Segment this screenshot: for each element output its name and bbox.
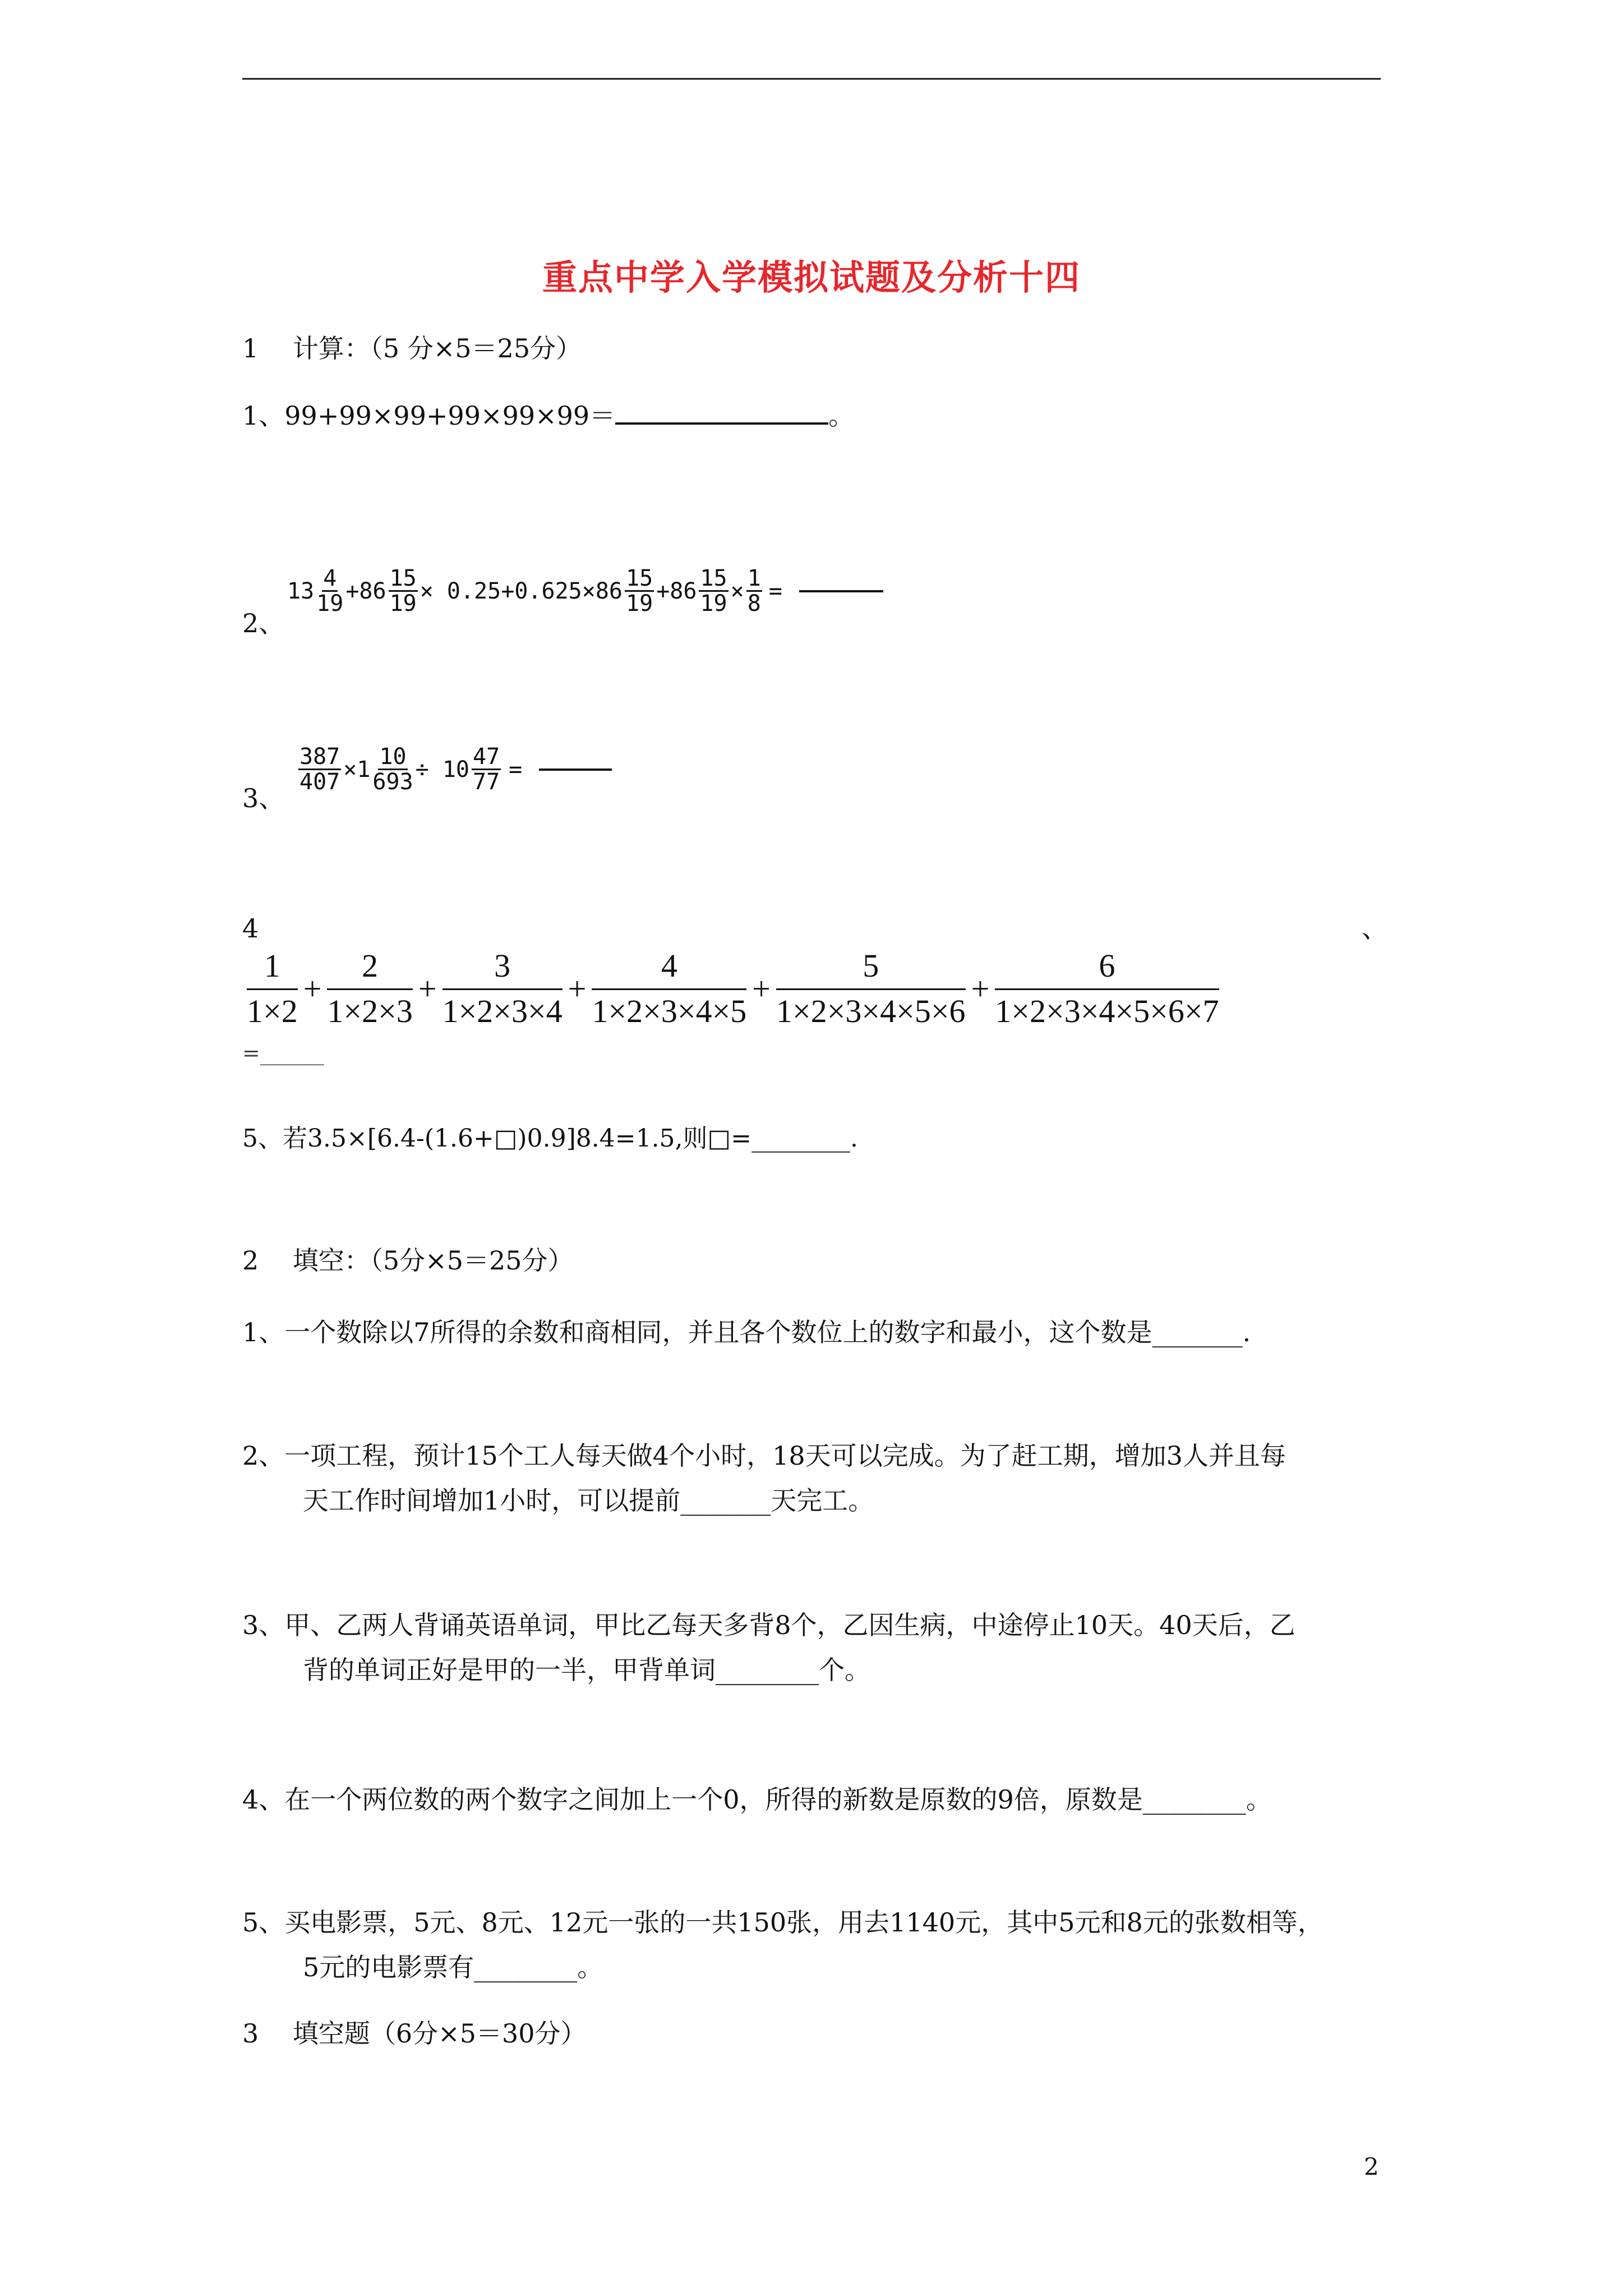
q3-divide: ÷ 10	[415, 756, 469, 783]
q4-expression	[247, 948, 1219, 1029]
q2-frac-a: $\frac{4}{19}$	[316, 565, 344, 616]
q2-equals: =	[768, 578, 782, 604]
q2-part-1: +86	[345, 578, 386, 604]
q2-frac-b: $\frac{15}{19}$	[389, 565, 417, 616]
q4-label: 4	[242, 913, 259, 944]
s2-question-2-line1: 2、一项工程，预计15个工人每天做4个小时，18天可以完成。为了赶工期，增加3人并且每	[242, 1441, 1286, 1471]
page-title: 重点中学入学模拟试题及分析十四	[542, 257, 1081, 298]
q1-label: 1、	[242, 401, 285, 431]
q3-label: 3、	[242, 783, 285, 813]
q3-times: ×1	[343, 756, 371, 783]
s2-question-3-line1: 3、甲、乙两人背诵英语单词，甲比乙每天多背8个，乙因生病，中途停止10天。40天后，乙	[242, 1610, 1295, 1640]
section2-heading: 2 填空：（5分×5＝25分）	[242, 1245, 574, 1276]
q3-frac-b: $\frac{10}{693}$	[372, 744, 413, 795]
q3-equals: =	[509, 756, 523, 783]
section3-heading: 3 填空题（6分×5＝30分）	[242, 2018, 587, 2049]
q2-answer-blank	[799, 590, 883, 592]
q4-plus-sign: +	[303, 970, 322, 1007]
s2-question-5-line1: 5、买电影票，5元、8元、12元一张的一共150张，用去1140元，其中5元和8元的张数相等，	[242, 1907, 1324, 1938]
q4-plus-sign: +	[568, 970, 587, 1007]
q2-frac-e: $\frac{1}{8}$	[747, 565, 761, 616]
q3-answer-blank	[539, 769, 612, 771]
s2-question-1: 1、一个数除以7所得的余数和商相同，并且各个数位上的数字和最小，这个数是_______.	[242, 1317, 1251, 1347]
q2-part-4: ×	[730, 578, 744, 604]
q4-fraction-2: $\frac{2}{1\times 2\times 3}$	[327, 947, 413, 1029]
q1-answer-blank	[615, 422, 828, 425]
s1-question-5: 5、若3.5×[6.4-(1.6+□)0.9]8.4=1.5,则□=________.	[242, 1124, 858, 1153]
q4-fraction-1: $\frac{1}{1\times 2}$	[247, 947, 298, 1029]
q4-plus-sign: +	[752, 970, 771, 1007]
s2-question-5-line2: 5元的电影票有________。	[303, 1952, 603, 1982]
s1-question-1	[242, 403, 854, 429]
q4-fraction-4: $\frac{4}{1\times 2\times 3\times 4\times 5}$	[592, 947, 747, 1029]
q2-part-2: × 0.25+0.625×86	[419, 578, 623, 604]
q1-expression: 99+99×99+99×99×99＝	[284, 401, 616, 431]
q1-end: 。	[828, 401, 855, 431]
s2-question-2-line2: 天工作时间增加1小时，可以提前_______天完工。	[303, 1485, 874, 1516]
q4-fraction-6: $\frac{6}{1\times 2\times 3\times 4\times 5\times 6\times 7}$	[995, 947, 1219, 1029]
q4-tail-mark: 、	[1362, 913, 1387, 944]
q4-result: =______	[242, 1041, 324, 1065]
q2-frac-d: $\frac{15}{19}$	[700, 565, 727, 616]
q2-part-3: +86	[656, 578, 697, 604]
s2-question-4: 4、在一个两位数的两个数字之间加上一个0，所得的新数是原数的9倍，原数是________。	[242, 1784, 1272, 1815]
page-number: 2	[1364, 2153, 1379, 2180]
q2-a-whole: 13	[287, 578, 315, 604]
header-rule	[242, 78, 1381, 80]
q4-fraction-5: $\frac{5}{1\times 2\times 3\times 4\times 5\times 6}$	[776, 947, 966, 1029]
q2-expression	[287, 567, 883, 615]
q2-label: 2、	[242, 608, 285, 638]
q4-plus-sign: +	[418, 970, 437, 1007]
q4-plus-sign: +	[971, 970, 990, 1007]
section1-heading: 1 计算：（5 分×5＝25分）	[242, 333, 582, 364]
q3-frac-a: $\frac{387}{407}$	[299, 744, 340, 795]
q4-fraction-3: $\frac{3}{1\times 2\times 3\times 4}$	[442, 947, 562, 1029]
q3-frac-c: $\frac{47}{77}$	[473, 744, 500, 795]
s2-question-3-line2: 背的单词正好是甲的一半，甲背单词________个。	[303, 1655, 870, 1685]
q2-frac-c: $\frac{15}{19}$	[626, 565, 653, 616]
q3-expression	[296, 745, 612, 794]
